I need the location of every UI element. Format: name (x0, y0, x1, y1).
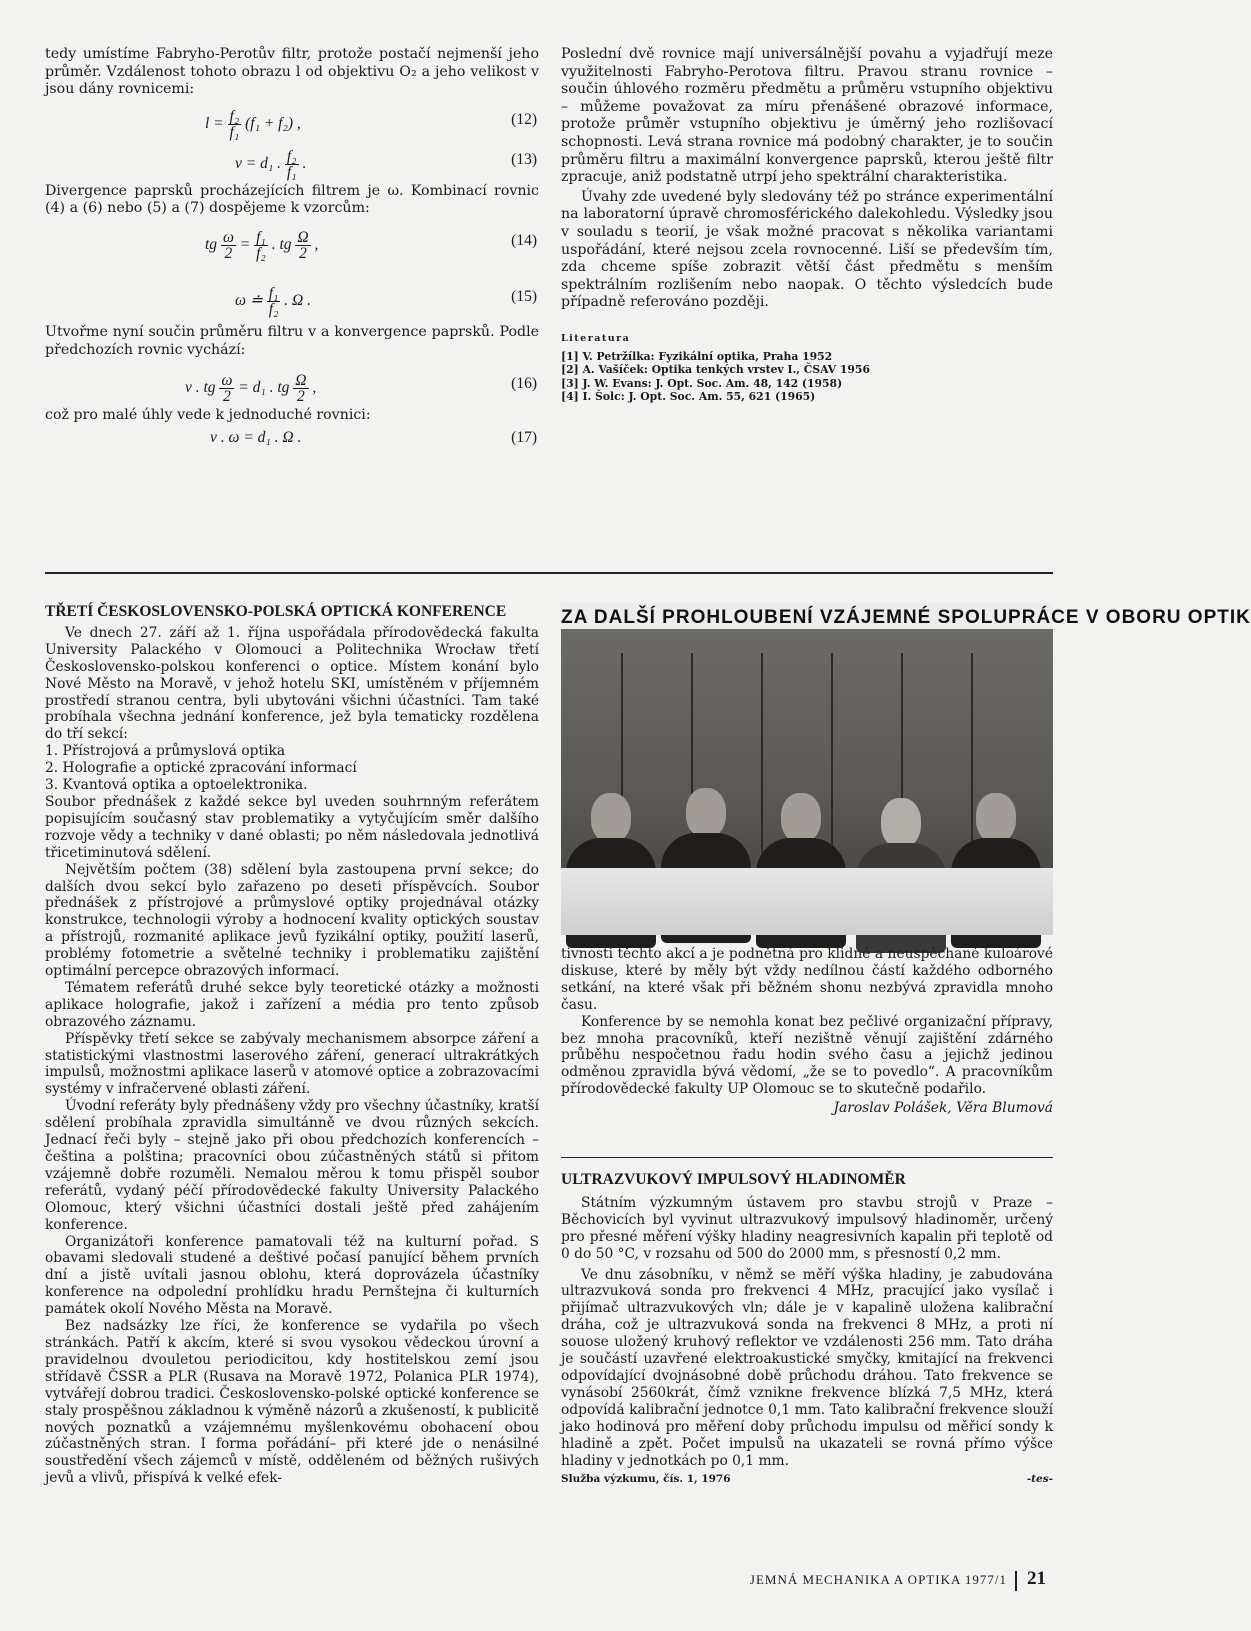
equation-14: tg $\frac{\omega}{2}$ = $\frac{\text{f₁}}{\text{f₂}}$ . tg $\frac{\Omega}{2}$ , (14) (205, 228, 537, 262)
hladinomer-column (561, 1172, 1053, 1487)
hladinomer-paragraph: Státním výzkumným ústavem pro stavbu strojů v Praze – Běchovicích byl vyvinut ultrazvukový impulsový hladinoměr, určený pro přesné měření výšky hladiny neagresivních kapalin při teplotě od 0 do 50 °C, v rozsahu od 500 do 2000 mm, s přesností 0,2 mm. (561, 1194, 1053, 1262)
equation-15: ω ≐ $\frac{\text{f₁}}{\text{f₂}}$ . Ω . (15) (235, 284, 537, 318)
equation-number: (15) (511, 287, 537, 305)
right-top-column (561, 46, 1053, 404)
equation-number: (12) (511, 110, 537, 128)
literature-item: [1] V. Petržílka: Fyzikální optika, Praha 1952 (561, 349, 833, 363)
source-citation: Služba výzkumu, čís. 1, 1976 (561, 1473, 731, 1486)
section-item: 1. Přístrojová a průmyslová optika (45, 743, 286, 760)
conference-paragraph: Konference by se nemohla konat bez pečlivé organizační přípravy, bez mnoha pracovníků, kteří nezištně věnují zajištění zdárného průběhu nespočetnou řadu hodin svého času a jejichž jedinou odměnou zpravidla bývá vědomí, „že se to povedlo“. A pracovníkům přírodovědecké fakulty UP Olomouc se to skutečně podařilo. (561, 1013, 1053, 1098)
literature-item: [2] A. Vašíček: Optika tenkých vrstev I., ČSAV 1956 (561, 363, 870, 377)
literature-list (561, 350, 1053, 404)
equation-13: v = d₁ . $\frac{\text{f₂}}{\text{f₁}}$ . (13) (235, 147, 537, 181)
small-angle-paragraph: což pro malé úhly vede k jednoduché rovnici: (45, 407, 371, 424)
author-tag: -tes- (1026, 1473, 1053, 1486)
intro-paragraph: tedy umístíme Fabryho-Perotův filtr, protože postačí nejmenší jeho průměr. Vzdálenost tohoto obrazu l od objektivu O₂ a jeho velikost v jsou dány rovnicemi: (45, 46, 539, 98)
photo-table (561, 868, 1053, 935)
section-item: 3. Kvantová optika a optoelektronika. (45, 777, 308, 794)
equation-17: v . ω = d₁ . Ω . (17) (210, 428, 537, 446)
source-line (561, 1471, 1053, 1487)
conference-heading: TŘETÍ ČESKOSLOVENSKO-POLSKÁ OPTICKÁ KONFERENCE (45, 603, 507, 620)
conference-intro: Ve dnech 27. září až 1. října uspořádala přírodovědecká fakulta University Palackého v Olomouci a Politechnika Wrocław třetí Československo-polskou konferenci o optice. Místem konání bylo Nové Město na Moravě, v jehož hotelu SKI, umístěném v příjemném prostředí stranou centra, byli ubytováni všichni účastníci. Tam také probíhala všechna jednání konference, jež byla tematicky rozdělena do tří sekcí: (45, 624, 539, 743)
footer-separator (1015, 1571, 1017, 1591)
conference-column (45, 604, 539, 1487)
conference-paragraph: tivnosti těchto akcí a je podnětná pro klidné a neuspěchané kuloárové diskuse, které by měly být vždy nedílnou částí každého odborného setkání, na které však při běžném shonu nezbývá zpravidla mnoho času. (561, 946, 1053, 1013)
conference-paragraph: Tématem referátů druhé sekce byly teoretické otázky a možnosti aplikace holografie, jakož i zařízení a média pro tento způsob obrazového záznamu. (45, 979, 539, 1030)
divergence-paragraph: Divergence paprsků procházejících filtrem je ω. Kombinací rovnic (4) a (6) nebo (5) a (7) dospějeme k vzorcům: (45, 182, 539, 217)
hladinomer-paragraph: Ve dnu zásobníku, v němž se měří výška hladiny, je zabudována ultrazvuková sonda pro frekvenci 4 MHz, pracující jako vysílač i přijímač ultrazvukových vln; dále je v kapalině uložena kalibrační dráha, což je ultrazvuková sonda na frekvenci 8 MHz, a proti ní souose uložený kruhový reflektor ve vzdálenosti 256 mm. Tato dráha je součástí uzavřené elektroakustické smyčky, kmitající na frekvenci odpovídající dvojnásobné době průchodu dráhou. Tato frekvence se vynásobí 2560krát, čímž vznikne frekvence blízká 7,5 MHz, která odpovídá kalibrační jednotce 0,1 mm. Tato kalibrační frekvence slouží jako hodinová pro měření doby průchodu impulsu od měřicí sondy k hladině a zpět. Počet impulsů na ukazateli se rovná přímo výšce hladiny v jednotkách po 0,1 mm. (561, 1266, 1053, 1469)
universal-paragraph: Poslední dvě rovnice mají universálnější povahu a vyjadřují meze využitelnosti Fabryho-Perotova filtru. Pravou stranu rovnice – součin úhlového rozměru předmětu a průměru vstupního objektivu – můžeme považovat za míru přenášené obrazové informace, protože průměr vstupního objektivu je úměrný jeho rozlišovací schopnosti. Levá strana rovnice má podobný charakter, je to součin průměru filtru a maximální konvergence paprsků, kterou ještě filtr zpracuje, aniž podstatně utrpí jeho spektrální charakteristika. (561, 46, 1053, 186)
literature-item: [3] J. W. Evans: J. Opt. Soc. Am. 48, 142 (1958) (561, 376, 843, 390)
conference-photo (561, 603, 1251, 935)
equation-number: (17) (511, 428, 537, 446)
equation-number: (16) (511, 375, 537, 393)
conference-paragraph: Soubor přednášek z každé sekce byl uveden souhrnným referátem popisujícím současný stav problematiky a vytyčujícím směr dalšího rozvoje vědy a techniky v dané oblasti; po něm následovala jednotlivá třicetiminutová sdělení. (45, 793, 539, 861)
conference-continuation (561, 946, 1053, 1117)
experiment-paragraph: Úvahy zde uvedené byly sledovány též po stránce experimentální na laboratorní úpravě chromosférického dalekohledu. Výsledky jsou v souladu s teorií, je však možné pracovat s několika variantami uspořádání, které nejsou zcela rovnocenné. Liší se především tím, zda chceme spíše zobrazit větší část předmětu s menším spektrálním rozlišením nebo naopak. O těchto výsledcích bude případně referováno později. (561, 188, 1053, 311)
equation-number: (13) (511, 150, 537, 168)
equation-number: (14) (511, 231, 537, 249)
article-divider (561, 1157, 1053, 1158)
hladinomer-heading: ULTRAZVUKOVÝ IMPULSOVÝ HLADINOMĚR (561, 1171, 906, 1188)
literature-item: [4] I. Šolc: J. Opt. Soc. Am. 55, 621 (1965) (561, 390, 816, 404)
conference-paragraph: Příspěvky třetí sekce se zabývaly mechanismem absorpce záření a statistickými vlastnostmi laserového záření, generací ultrakrátkých impulsů, možnostmi aplikace laserů v atomové optice a zobrazovacími systémy v infračervené oblasti záření. (45, 1030, 539, 1098)
page-number: 21 (1027, 1567, 1046, 1589)
signature: Jaroslav Polášek, Věra Blumová (833, 1100, 1053, 1117)
equation-12: l = $\frac{\text{f₂}}{\text{f₁}}$ (f₁ + f₂) , (12) (205, 107, 537, 141)
conference-paragraph: Úvodní referáty byly přednášeny vždy pro všechny účastníky, kratší sdělení probíhala zpravidla simultánně ve dvou různých sekcích. Jednací řeči byly – stejně jako při obou předchozích konferencích – čeština a polština; pracovníci obou zúčastněných států si přitom vzájemně dobře rozuměli. Nemalou měrou k tomu přispěl soubor referátů, vydaný péčí přírodovědecké fakulty University Palackého Olomouc, který všichni účastníci dostali ještě před zahájením konference. (45, 1098, 539, 1233)
conference-paragraph: Největším počtem (38) sdělení byla zastoupena první sekce; do dalších dvou sekcí bylo zařazeno po deseti příspěvcích. Soubor přednášek z přístrojové a průmyslové optiky projednával otázky konstrukce, technologii výroby a hodnocení kvality optických soustav a přístrojů, rozmanité aplikace jevů fyzikální optiky, použití laserů, problémy fotometrie a světelné techniky i problematiku zajištění optimální percepce obrazových informací. (45, 861, 539, 980)
photo-banner-text: ZA DALŠÍ PROHLOUBENÍ VZÁJEMNÉ SPOLUPRÁCE V OBORU OPTIK (561, 603, 1053, 629)
page-footer (750, 1568, 1046, 1591)
product-paragraph: Utvořme nyní součin průměru filtru v a konvergence paprsků. Podle předchozích rovnic vychází: (45, 323, 539, 358)
section-divider (45, 572, 1053, 574)
conference-paragraph: Bez nadsázky lze říci, že konference se vydařila po všech stránkách. Patří k akcím, které si svou vysokou vědeckou úrovní a pravidelnou dvouletou periodicitou, kdy hostitelskou zemí jsou střídavě ČSSR a PLR (Rusava na Moravě 1972, Polanica PLR 1974), vytvářejí dobrou tradici. Československo-polské optické konference se staly prospěšnou základnou k výměně názorů a zkušeností, k publicitě nových poznatků a vzájemnému myšlenkovému obohacení obou zúčastněných stran. I forma pořádání– při které jde o nenásilné soustředění všech zájemců v místě, odděleném od běžných rušivých jevů a vlivů, přispívá k velké efek- (45, 1318, 539, 1487)
left-top-column (45, 46, 539, 451)
section-item: 2. Holografie a optické zpracování informací (45, 760, 357, 777)
conference-paragraph: Organizátoři konference pamatovali též na kulturní pořad. S obavami sledovali studené a deštivé počasí panující během prvních dní a jistě uvítali jasnou oblohu, která doprovázela účastníky konference na odpolední prohlídku hradu Pernštejna či kulturních památek okolí Nového Města na Moravě. (45, 1233, 539, 1318)
journal-name: JEMNÁ MECHANIKA A OPTIKA 1977/1 (749, 1571, 1007, 1587)
equation-16: v . tg $\frac{\omega}{2}$ = d₁ . tg $\frac{\Omega}{2}$ , (16) (185, 372, 537, 406)
literature-title: Literatura (561, 332, 631, 344)
